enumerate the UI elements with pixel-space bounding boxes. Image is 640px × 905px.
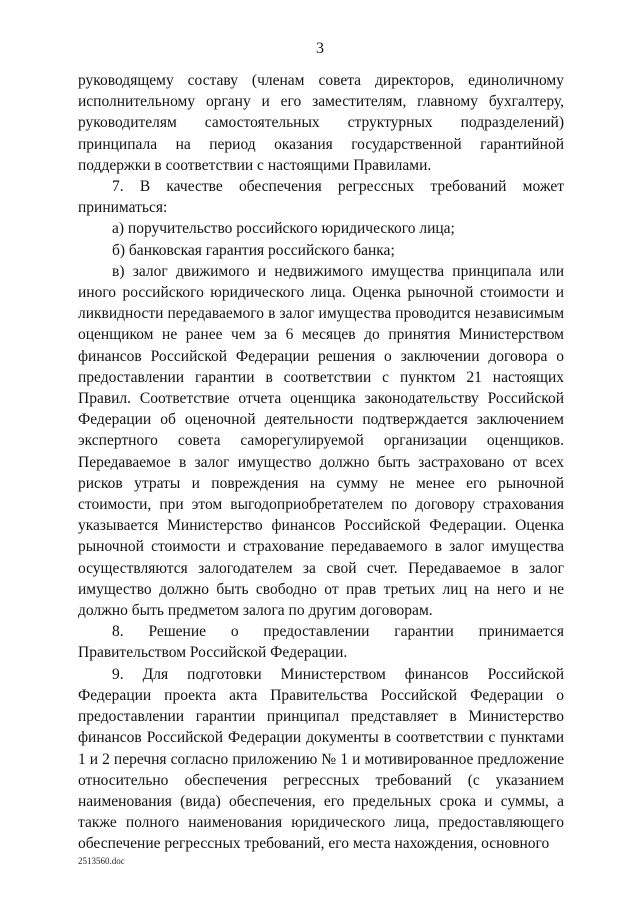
- footer-filename: 2513560.doc: [78, 856, 125, 866]
- paragraph: 7. В качестве обеспечения регрессных требований может приниматься:: [78, 178, 564, 217]
- paragraph: а) поручительство российского юридического лица;: [112, 220, 455, 238]
- page-number: 3: [316, 40, 324, 57]
- paragraph: 9. Для подготовки Министерством финансов Российской Федерации проекта акта Правительства Российской Федерации о предоставлении гарантии принципал представляет в Министерство финансов Российской Федерации документы в соответствии с пунктами 1 и 2 перечня согласно приложению № 1 и мотивированное предложение относительно обеспечения регрессных требований (с указанием наименования (вида) обеспечения, его предельных срока и суммы, а также полного наименования юридического лица, предоставляющего обеспечение регрессных требований, его места нахождения, основного: [78, 665, 564, 853]
- document-body: [78, 70, 564, 855]
- paragraph: б) банковская гарантия российского банка;: [112, 241, 395, 259]
- paragraph: в) залог движимого и недвижимого имущества принципала или иного российского юридического лица. Оценка рыночной стоимости и ликвидности передаваемого в залог имущества проводится независимым оценщиком не ранее чем за 6 месяцев до принятия Министерством финансов Российской Федерации решения о заключении договора о предоставлении гарантии в соответствии с пунктом 21 настоящих Правил. Соответствие отчета оценщика законодательству Российской Федерации об оценочной деятельности подтверждается заключением экспертного совета саморегулируемой организации оценщиков. Передаваемое в залог имущество должно быть застраховано от всех рисков утраты и повреждения на сумму не менее его рыночной стоимости, при этом выгодоприобретателем по договору страхования указывается Министерство финансов Российской Федерации. Оценка рыночной стоимости и страхование передаваемого в залог имущества осуществляются залогодателем за свой счет. Передаваемое в залог имущество должно быть свободно от прав третьих лиц на него и не должно быть предметом залога по другим договорам.: [78, 262, 564, 620]
- paragraph: руководящему составу (членам совета директоров, единоличному исполнительному органу и его заместителям, главному бухгалтеру, руководителям самостоятельных структурных подразделений) принципала на период оказания государственной гарантийной поддержки в соответствии с настоящими Правилами.: [78, 72, 564, 174]
- paragraph: 8. Решение о предоставлении гарантии принимается Правительством Российской Федерации.: [78, 623, 564, 662]
